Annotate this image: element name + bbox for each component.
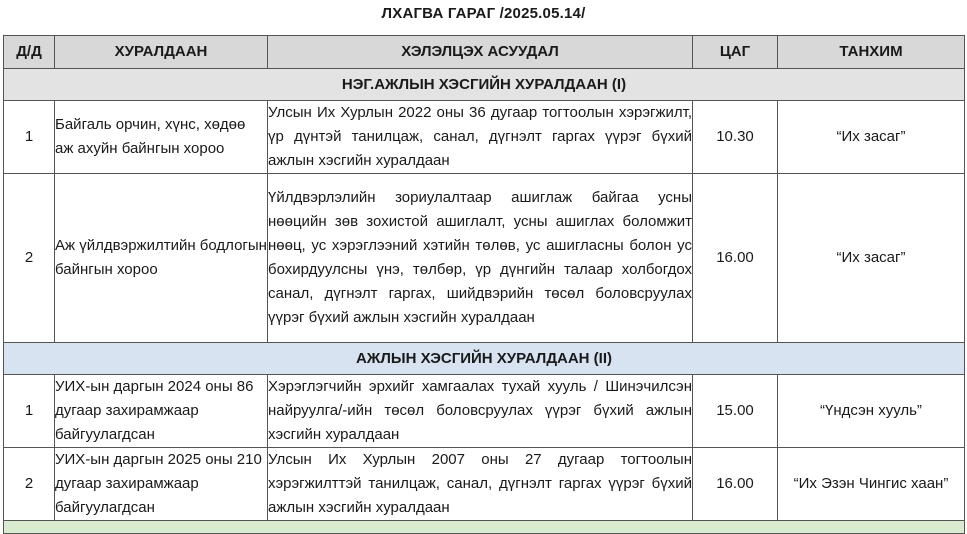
- table-row: [4, 101, 965, 174]
- topic-cell: Үйлдвэрлэлийн зориулалтаар ашиглаж байгаа усны нөөцийн зөв зохистой ашиглалт, усны ашиглах боломжит нөөц, ус хэрэглээний хэтийн төлөв, ус ашигласны болон ус бохирдуулсны үнэ, төлбөр, үр дүнгийн талаар холбогдох санал, дүгнэлт гаргах, шийдвэрийн төсөл боловсруулах үүрэг бүхий ажлын хэсгийн хуралдаан: [268, 174, 693, 343]
- section-heading: АЖЛЫН ХЭСГИЙН ХУРАЛДААН (II): [4, 343, 965, 375]
- column-header-room: ТАНХИМ: [778, 36, 965, 69]
- schedule-table: [3, 35, 965, 534]
- column-header-time: ЦАГ: [693, 36, 778, 69]
- row-number: 1: [4, 375, 55, 448]
- room-cell: “Үндсэн хууль”: [778, 375, 965, 448]
- section-heading-row: [4, 343, 965, 375]
- time-cell: 16.00: [693, 448, 778, 521]
- table-row: [4, 448, 965, 521]
- time-cell: 10.30: [693, 101, 778, 174]
- committee-cell: Байгаль орчин, хүнс, хөдөө аж ахуйн байнгын хороо: [55, 101, 268, 174]
- topic-cell: Хэрэглэгчийн эрхийг хамгаалах тухай хууль / Шинэчилсэн найруулга/-ийн төсөл боловсруулах үүрэг бүхий ажлын хэсгийн хуралдаан: [268, 375, 693, 448]
- column-header-dd: Д/Д: [4, 36, 55, 69]
- room-cell: “Их засаг”: [778, 101, 965, 174]
- row-number: 2: [4, 448, 55, 521]
- topic-cell: Улсын Их Хурлын 2007 оны 27 дугаар тогтоолын хэрэгжилттэй танилцаж, санал, дүгнэлт гаргах үүрэг бүхий ажлын хэсгийн хуралдаан: [268, 448, 693, 521]
- table-row: [4, 174, 965, 343]
- time-cell: 16.00: [693, 174, 778, 343]
- row-number: 1: [4, 101, 55, 174]
- section-heading-row: [4, 69, 965, 101]
- topic-cell: Улсын Их Хурлын 2022 оны 36 дугаар тогтоолын хэрэгжилт, үр дүнтэй танилцаж, санал, дүгнэлт гаргах үүрэг бүхий ажлын хэсгийн хуралдаан: [268, 101, 693, 174]
- committee-cell: Аж үйлдвэржилтийн бодлогын байнгын хороо: [55, 174, 268, 343]
- section-heading: НЭГ.АЖЛЫН ХЭСГИЙН ХУРАЛДААН (I): [4, 69, 965, 101]
- time-cell: 15.00: [693, 375, 778, 448]
- committee-cell: УИХ-ын даргын 2024 оны 86 дугаар захирамжаар байгуулагдсан: [55, 375, 268, 448]
- room-cell: “Их Эзэн Чингис хаан”: [778, 448, 965, 521]
- room-cell: “Их засаг”: [778, 174, 965, 343]
- page-title: ЛХАГВА ГАРАГ /2025.05.14/: [381, 5, 586, 22]
- committee-cell: УИХ-ын даргын 2025 оны 210 дугаар захирамжаар байгуулагдсан: [55, 448, 268, 521]
- row-number: 2: [4, 174, 55, 343]
- table-row: [4, 375, 965, 448]
- column-header-committee: ХУРАЛДААН: [55, 36, 268, 69]
- table-header-row: [4, 36, 965, 69]
- column-header-topic: ХЭЛЭЛЦЭХ АСУУДАЛ: [268, 36, 693, 69]
